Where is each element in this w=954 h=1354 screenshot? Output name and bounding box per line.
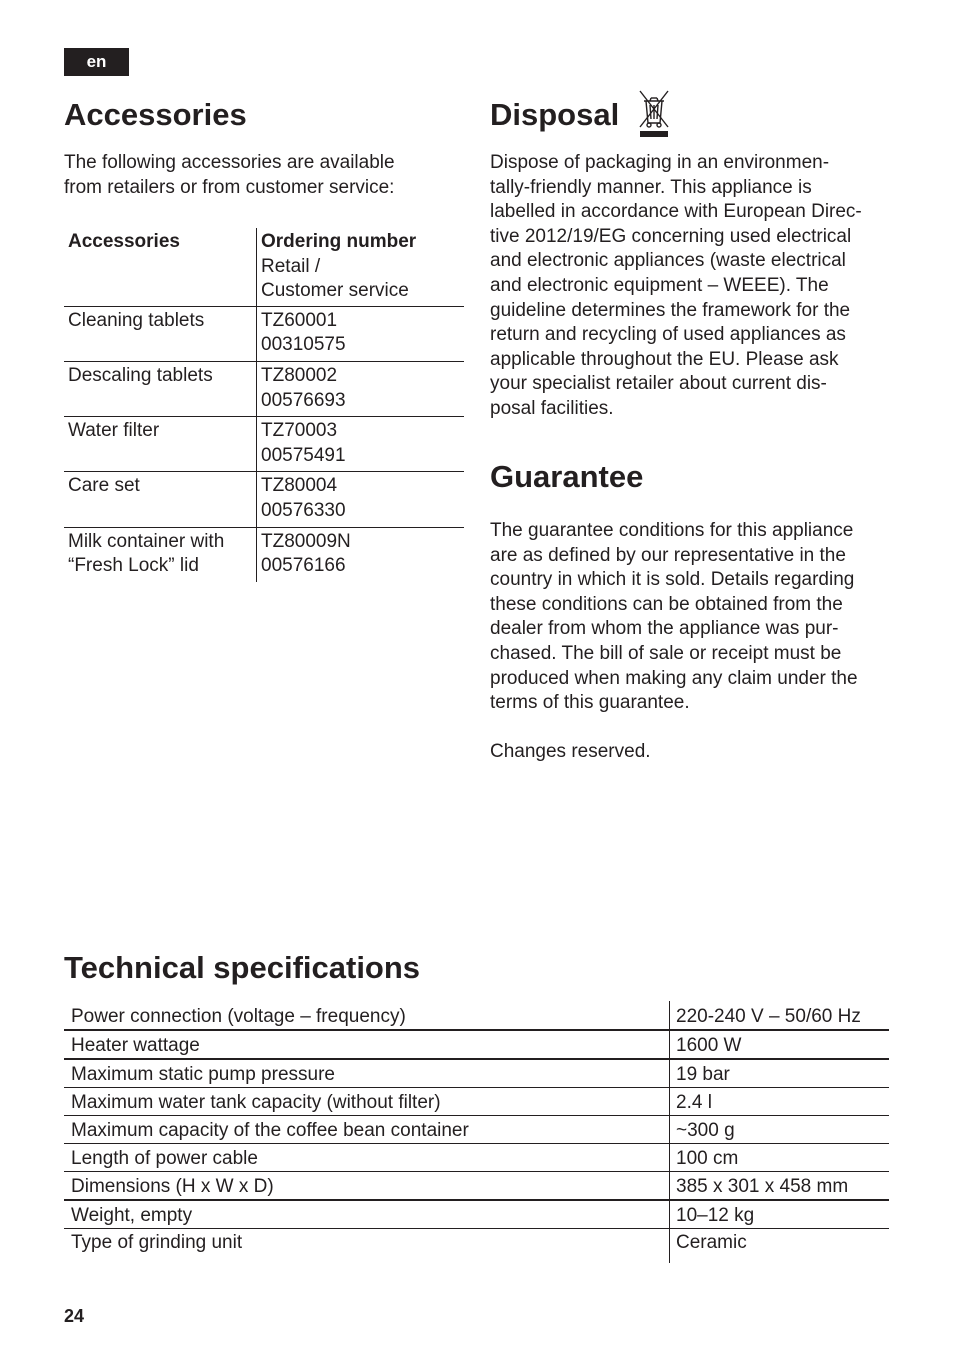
text-line: and electronic appliances (waste electrical [490,250,846,272]
weee-crossed-bin-icon [636,87,672,139]
language-tag: en [64,48,129,76]
table-row [64,1229,889,1264]
table-row [64,1030,889,1059]
customer-service-label: Customer service [261,280,409,302]
text-line: Dispose of packaging in an environmen- [490,152,830,173]
service-number: 00575491 [261,444,346,466]
text-line: guideline determines the framework for the [490,299,851,321]
spec-label: Maximum water tank capacity (without filter) [64,1088,670,1116]
retail-label: Retail / [261,255,321,277]
spec-value: 220-240 V – 50/60 Hz [670,1001,890,1030]
table-row [64,472,464,527]
name-line: Milk container with [68,530,225,552]
table-row [64,1200,889,1229]
spec-value: 385 x 301 x 458 mm [670,1172,890,1201]
text-line: chased. The bill of sale or receipt must be [490,642,842,664]
spec-value: ~300 g [670,1116,890,1144]
accessory-name [64,417,257,472]
page-number: 24 [64,1306,85,1326]
spec-label: Type of grinding unit [64,1229,670,1264]
spec-value: 1600 W [670,1030,890,1059]
disposal-title: Disposal [490,97,620,132]
disposal-text [490,151,900,422]
ordering-numbers [257,306,465,361]
text-line: your specialist retailer about current dis- [490,373,827,395]
accessory-name [64,472,257,527]
accessories-table-header [64,228,464,306]
spec-label: Weight, empty [64,1200,670,1229]
table-row [64,417,464,472]
text-line: and electronic equipment – WEEE). The [490,274,829,296]
spec-value: 19 bar [670,1059,890,1088]
ordering-number-label: Ordering number [261,231,417,252]
ordering-numbers [257,417,465,472]
spec-label: Power connection (voltage – frequency) [71,1006,406,1027]
ordering-numbers [257,472,465,527]
text-line: The guarantee conditions for this appliance [490,520,854,541]
accessories-intro [64,151,444,200]
intro-line: The following accessories are available [64,152,395,173]
guarantee-title: Guarantee [490,459,644,494]
table-row [64,1172,889,1201]
text-line: produced when making any claim under the [490,667,858,689]
table-row [64,1144,889,1172]
table-row [64,1001,889,1030]
name-line: Water filter [68,420,160,442]
text-line: tally-friendly manner. This appliance is [490,176,812,198]
table-row [64,1088,889,1116]
table-row [64,1059,889,1088]
accessory-name [64,527,257,582]
text-line: these conditions can be obtained from the [490,593,843,615]
service-number: 00310575 [261,334,346,356]
ordering-numbers [257,361,465,416]
service-number: 00576166 [261,555,346,577]
col-ordering-number-header [257,228,465,306]
retail-number: TZ60001 [261,309,338,331]
spec-label: Maximum capacity of the coffee bean container [64,1116,670,1144]
text-line: return and recycling of used appliances as [490,324,846,346]
accessory-name [64,361,257,416]
changes-reserved: Changes reserved. [490,741,651,762]
name-line: Care set [68,475,140,497]
spec-value: Ceramic [670,1229,890,1264]
text-line: posal facilities. [490,397,614,419]
spec-value: 10–12 kg [670,1200,890,1229]
retail-number: TZ80009N [261,530,351,552]
guarantee-text [490,519,900,716]
name-line: “Fresh Lock” lid [68,555,199,577]
technical-specifications-title: Technical specifications [64,950,421,985]
table-row [64,361,464,416]
text-line: country in which it is sold. Details regarding [490,569,855,591]
text-line: are as defined by our representative in the [490,544,846,566]
intro-line: from retailers or from customer service: [64,176,395,198]
spec-label: Maximum static pump pressure [64,1059,670,1088]
text-line: applicable throughout the EU. Please ask [490,348,839,370]
text-line: labelled in accordance with European Direc- [490,201,862,223]
spec-label: Dimensions (H x W x D) [64,1172,670,1201]
spec-label: Length of power cable [64,1144,670,1172]
service-number: 00576330 [261,499,346,521]
spec-value: 100 cm [670,1144,890,1172]
spec-label: Heater wattage [64,1030,670,1059]
retail-number: TZ70003 [261,420,338,442]
ordering-numbers [257,527,465,582]
accessories-table [64,228,464,582]
name-line: Cleaning tablets [68,309,205,331]
table-row [64,527,464,582]
retail-number: TZ80004 [261,475,338,497]
text-line: tive 2012/19/EG concerning used electrical [490,225,852,247]
accessories-title: Accessories [64,97,247,132]
retail-number: TZ80002 [261,364,338,386]
accessory-name [64,306,257,361]
specifications-table [64,1001,889,1263]
table-row [64,306,464,361]
text-line: dealer from whom the appliance was pur- [490,618,839,640]
spec-value: 2.4 l [670,1088,890,1116]
name-line: Descaling tablets [68,364,213,386]
table-row [64,1116,889,1144]
col-accessories-header: Accessories [68,231,180,252]
text-line: terms of this guarantee. [490,692,690,714]
service-number: 00576693 [261,389,346,411]
